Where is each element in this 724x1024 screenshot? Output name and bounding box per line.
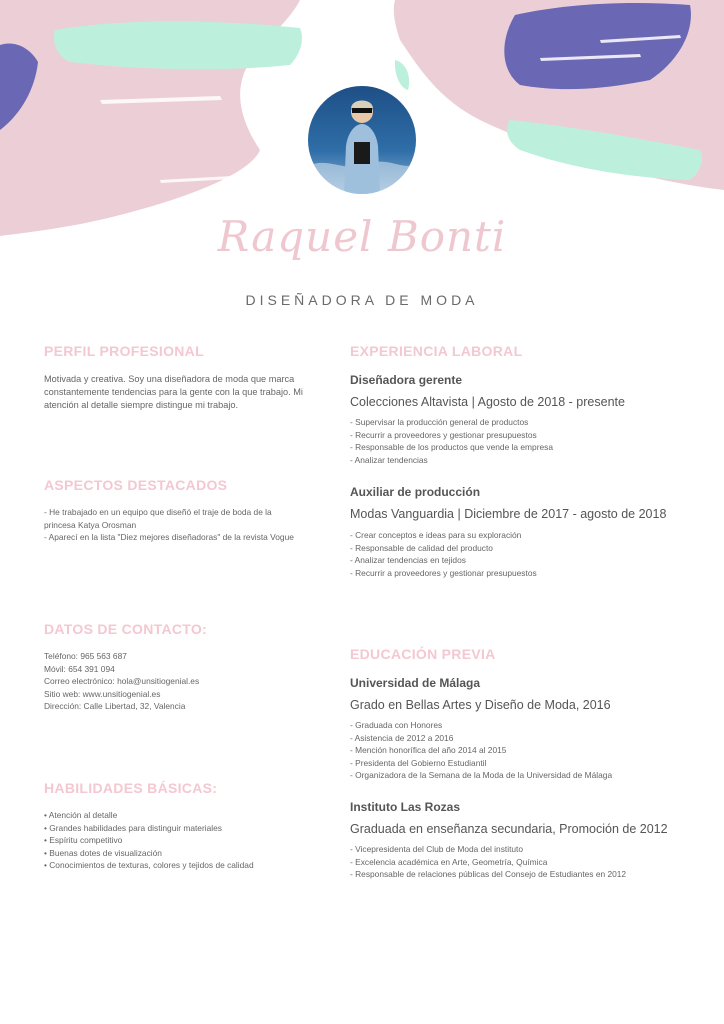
contacto-list (44, 650, 199, 713)
job-duties (350, 529, 537, 579)
perfil-text: Motivada y creativa. Soy una diseñadora de moda que marca constantemente tendencias para la gente con la que trabajo. Mi atención al detalle siempre distingue mi trabajo. (44, 374, 303, 410)
contact-email: Correo electrónico: hola@unsitiogenial.es (44, 676, 200, 686)
list-item: • Grandes habilidades para distinguir materiales (44, 822, 222, 833)
school-degree: Graduada en enseñanza secundaria, Promoción de 2012 (350, 822, 668, 836)
list-item: • Conocimientos de texturas, colores y tejidos de calidad (44, 860, 254, 870)
habilidades-list (44, 809, 254, 872)
list-item: - Responsable de relaciones públicas del Consejo de Estudiantes en 2012 (350, 869, 627, 879)
list-item: - Supervisar la producción general de productos (350, 417, 529, 427)
list-item: - Responsable de calidad del producto (350, 542, 493, 553)
contact-website: Sitio web: www.unsitiogenial.es (44, 688, 161, 699)
contact-phone: Teléfono: 965 563 687 (44, 651, 127, 661)
list-item: • Atención al detalle (44, 810, 118, 820)
school-title: Instituto Las Rozas (350, 800, 461, 814)
mint-brush-small (395, 60, 409, 90)
list-item: princesa Katya Orosman (44, 519, 137, 530)
job-company-dates: Colecciones Altavista | Agosto de 2018 - presente (350, 395, 625, 409)
candidate-name: Raquel Bonti (217, 212, 507, 261)
school-details (350, 719, 612, 782)
school-degree: Grado en Bellas Artes y Diseño de Moda, 2016 (350, 698, 611, 712)
list-item: - Vicepresidenta del Club de Moda del instituto (350, 844, 524, 854)
job-duties (350, 416, 553, 466)
list-item: - Asistencia de 2012 a 2016 (350, 732, 454, 743)
mint-brush-top (54, 21, 302, 69)
job-title: Auxiliar de producción (350, 485, 481, 499)
list-item: - Analizar tendencias (350, 454, 428, 465)
list-item: - Recurrir a proveedores y gestionar presupuestos (350, 429, 537, 440)
contacto-title: DATOS DE CONTACTO: (44, 621, 208, 637)
list-item: - Responsable de los productos que vende la empresa (350, 442, 553, 452)
list-item: - Presidenta del Gobierno Estudiantil (350, 757, 487, 768)
list-item: • Espíritu competitivo (44, 835, 123, 845)
job-company-dates: Modas Vanguardia | Diciembre de 2017 - agosto de 2018 (350, 507, 667, 521)
profile-photo (308, 86, 416, 194)
list-item: - He trabajado en un equipo que diseñó el traje de boda de la (44, 507, 272, 517)
perfil-title: PERFIL PROFESIONAL (44, 343, 204, 359)
experiencia-title: EXPERIENCIA LABORAL (350, 343, 523, 359)
educacion-title: EDUCACIÓN PREVIA (350, 646, 496, 662)
school-details (350, 843, 626, 881)
candidate-role: DISEÑADORA DE MODA (245, 292, 479, 308)
contact-address: Dirección: Calle Libertad, 32, Valencia (44, 701, 186, 711)
school-title: Universidad de Málaga (350, 676, 481, 690)
list-item: - Organizadora de la Semana de la Moda de la Universidad de Málaga (350, 770, 613, 780)
list-item: - Crear conceptos e ideas para su exploración (350, 530, 522, 540)
list-item: • Buenas dotes de visualización (44, 847, 162, 858)
destacados-list (44, 506, 294, 544)
list-item: - Aparecí en la lista "Diez mejores diseñadoras" de la revista Vogue (44, 532, 294, 542)
contact-mobile: Móvil: 654 391 094 (44, 663, 115, 674)
job-title: Diseñadora gerente (350, 373, 463, 387)
destacados-title: ASPECTOS DESTACADOS (44, 477, 228, 493)
list-item: - Recurrir a proveedores y gestionar presupuestos (350, 567, 537, 578)
habilidades-title: HABILIDADES BÁSICAS: (44, 780, 218, 796)
list-item: - Mención honorífica del año 2014 al 2015 (350, 745, 507, 755)
list-item: - Excelencia académica en Arte, Geometría, Química (350, 856, 548, 867)
list-item: - Analizar tendencias en tejidos (350, 555, 466, 565)
list-item: - Graduada con Honores (350, 720, 443, 730)
